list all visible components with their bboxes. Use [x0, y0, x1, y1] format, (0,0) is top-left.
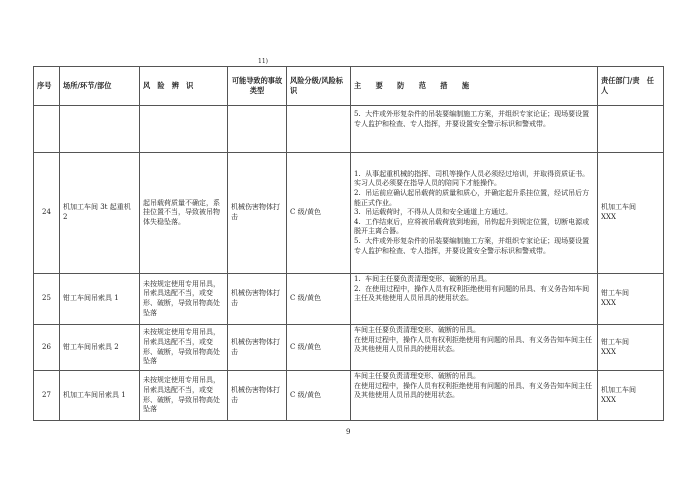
cont-measures-cell: [351, 106, 598, 153]
row-accident-type: 机械伤害物体打击: [228, 371, 287, 421]
table-row: [34, 274, 664, 325]
cont-risk-cell: [140, 106, 228, 153]
row-responsible: 机加工车间 XXX: [598, 153, 664, 274]
table-row: [34, 371, 664, 421]
row-number: 26: [34, 325, 60, 371]
measure-item: 2. 在使用过程中，操作人员有权利拒绝使用有问题的吊具、有义务告知车间主任及其他使用人员吊具的使用状态。: [354, 284, 590, 303]
measure-item: 2. 吊运前应确认起吊载荷的质量和质心，并确定起升系挂位置，经试吊后方能正式作业。: [354, 189, 590, 207]
row-number: 24: [34, 153, 60, 274]
row-accident-type: 机械伤害物体打击: [228, 325, 287, 371]
table-row: [34, 153, 664, 274]
row-risk: 未按规定使用专用吊具，吊索具选配不当，或变形、破断，导致吊物高处坠落: [140, 274, 228, 325]
header-risk-level: 风险分级/风险标识: [287, 67, 351, 106]
row-accident-type: 机械伤害物体打击: [228, 274, 287, 325]
row-measures: [351, 371, 598, 421]
measure-item: 车间主任要负责清理变形、破断的吊具。: [354, 326, 480, 334]
measure-item: 4. 工作结束后，应将被吊载荷放到地面，吊钩起升到规定位置，切断电源或脱开主离合器。: [354, 217, 590, 236]
row-location: 钳工车间吊索具 2: [60, 325, 140, 371]
row-risk-level: C 级/黄色: [287, 274, 351, 325]
row-risk-level: C 级/黄色: [287, 371, 351, 421]
header-seq: 序号: [34, 67, 60, 106]
measure-item: 在使用过程中，操作人员有权利拒绝使用有问题的吊具、有义务告知车间主任及其他使用人员吊具的使用状态。: [354, 335, 592, 354]
row-location: 机加工车间吊索具 1: [60, 371, 140, 421]
measure-item: 5. 大件或外形复杂件的吊装要编制施工方案，并组织专家论证；现场要设置专人监护和检查、专人指挥，并要设置安全警示标识和警戒带。: [354, 236, 590, 255]
measure-item: 3. 吊运载荷时，不得从人员和安全通道上方通过。: [354, 208, 513, 217]
cont-level-cell: [287, 106, 351, 153]
row-number: 25: [34, 274, 60, 325]
continued-row: [34, 106, 664, 153]
cont-measure-5: 5. 大件或外形复杂件的吊装要编制施工方案，并组织专家论证；现场要设置专人监护和检查、专人指挥，并要设置安全警示标识和警戒带。: [354, 110, 590, 128]
page-number: 9: [346, 428, 351, 436]
row-risk: 起吊载荷质量不确定，系挂位置不当，导致被吊物体失稳坠落。: [140, 153, 228, 274]
row-risk-level: C 级/黄色: [287, 153, 351, 274]
measure-item: 在使用过程中，操作人员有权利拒绝使用有问题的吊具、有义务告知车间主任及其他使用人员吊具的使用状态。: [354, 381, 592, 400]
cont-accident-cell: [228, 106, 287, 153]
row-responsible: 钳工车间 XXX: [598, 274, 664, 325]
risk-table: [33, 66, 664, 421]
row-measures: [351, 153, 598, 274]
cont-location-cell: [60, 106, 140, 153]
row-location: 机加工车间 3t 起重机 2: [60, 153, 140, 274]
header-risk-id: 风 险 辨 识: [140, 67, 228, 106]
row-responsible: 机加工车间 XXX: [598, 371, 664, 421]
row-measures: [351, 325, 598, 371]
row-measures: [351, 274, 598, 325]
measure-item: 车间主任要负责清理变形、破断的吊具。: [354, 372, 480, 380]
row-risk: 未按规定使用专用吊具，吊索具选配不当，或变形、破断，导致吊物高处坠落: [140, 371, 228, 421]
row-risk: 未按规定使用专用吊具，吊索具选配不当，或变形、破断，导致吊物高处坠落: [140, 325, 228, 371]
row-location: 钳工车间吊索具 1: [60, 274, 140, 325]
row-responsible: 钳工车间 XXX: [598, 325, 664, 371]
header-measures: 主 要 防 范 措 施: [351, 67, 598, 106]
header-responsible: 责任部门/责 任 人: [598, 67, 664, 106]
header-location: 场所/环节/部位: [60, 67, 140, 106]
row-risk-level: C 级/黄色: [287, 325, 351, 371]
measure-item: 1. 从事起重机械的指挥、司机等操作人员必须经过培训，并取得资质证书。实习人员必须要在指导人员的陪同下才能操作。: [354, 169, 590, 188]
row-accident-type: 机械伤害物体打击: [228, 153, 287, 274]
cont-no-cell: [34, 106, 60, 153]
header-accident-type: 可能导致的事故类型: [228, 67, 287, 106]
row-number: 27: [34, 371, 60, 421]
page-note: 11): [258, 58, 268, 65]
measure-item: 1. 车间主任要负责清理变形、破断的吊具。: [354, 275, 492, 283]
table-row: [34, 325, 664, 371]
header-row: [34, 67, 664, 106]
cont-responsible-cell: [598, 106, 664, 153]
